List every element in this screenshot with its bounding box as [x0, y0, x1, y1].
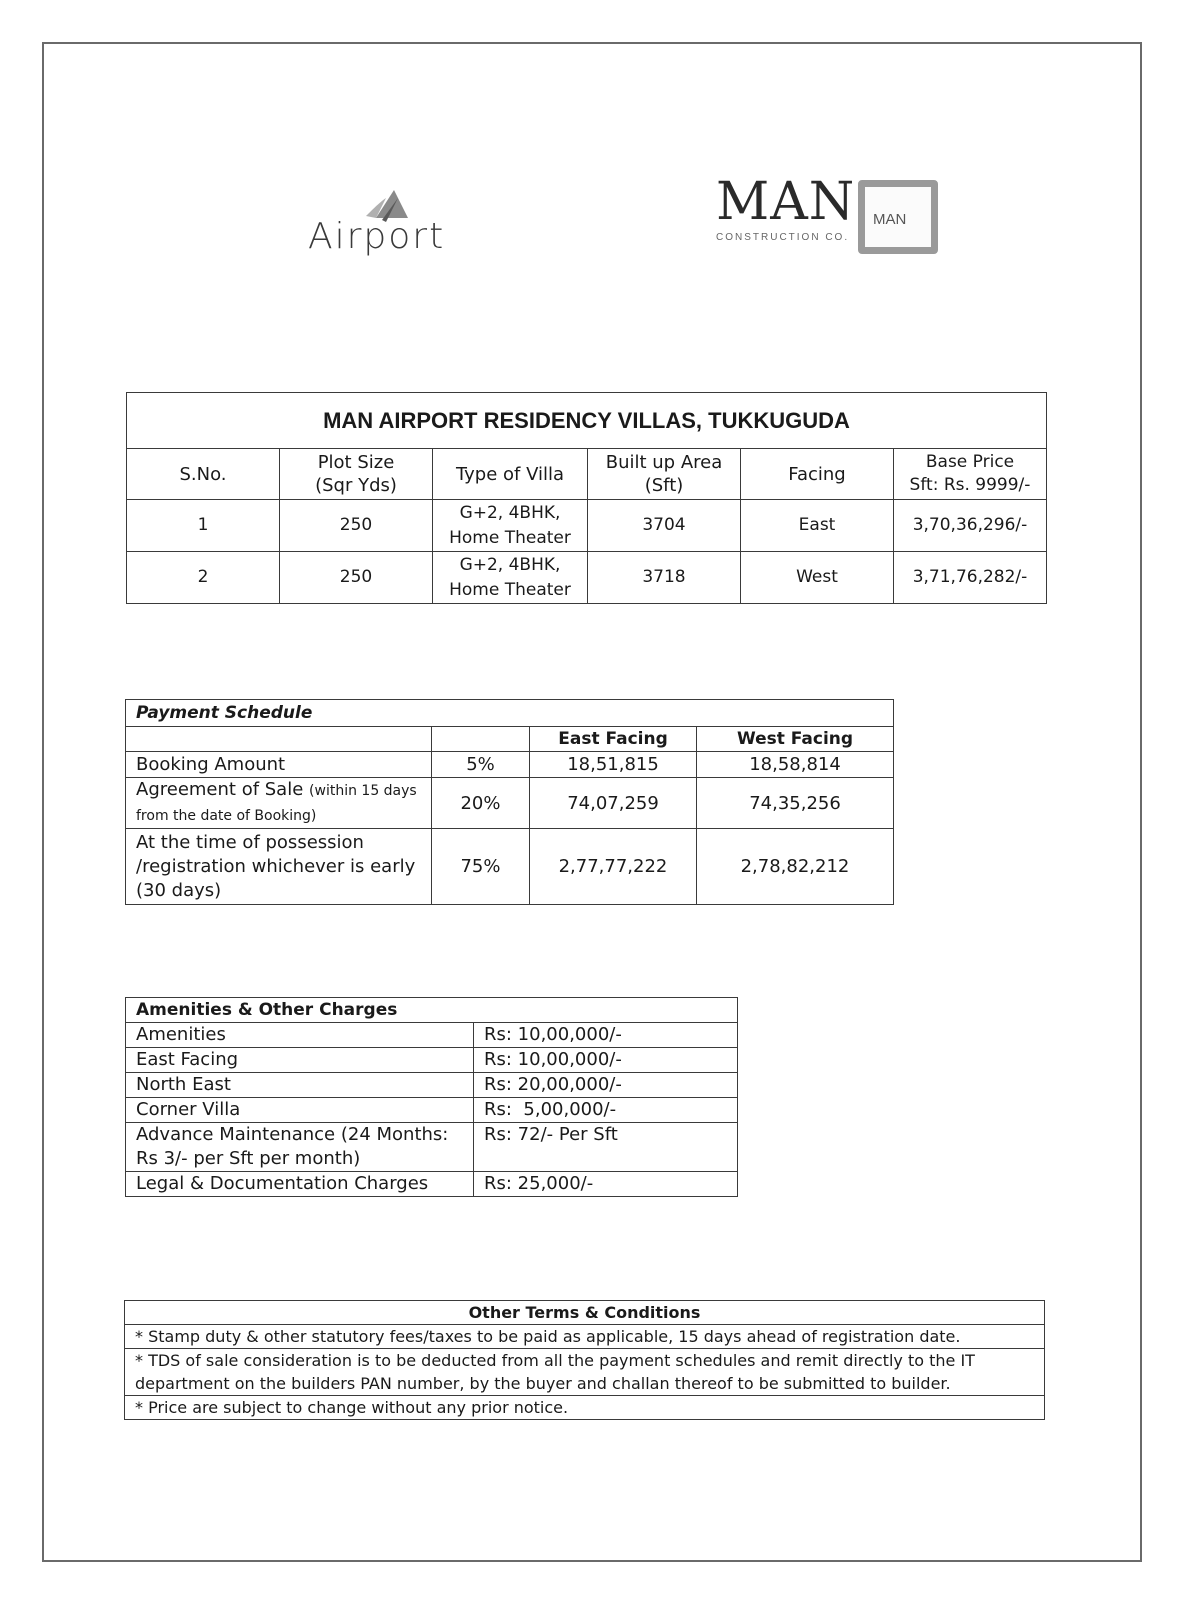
charge-label: Amenities	[126, 1023, 474, 1048]
cell-plot: 250	[280, 552, 433, 604]
man-construction-logo	[716, 172, 966, 270]
table-row	[126, 1123, 738, 1172]
charge-value: Rs: 25,000/-	[474, 1172, 738, 1197]
payment-label: Booking Amount	[126, 752, 432, 778]
header-west-facing: West Facing	[697, 727, 894, 752]
payment-schedule-table	[125, 699, 894, 905]
table-row	[126, 1098, 738, 1123]
table-row	[126, 829, 894, 905]
charge-value: Rs: 72/- Per Sft	[474, 1123, 738, 1172]
list-item	[125, 1325, 1045, 1349]
villas-price-table	[126, 392, 1047, 604]
payment-east: 2,77,77,222	[530, 829, 697, 905]
cell-price: 3,71,76,282/-	[894, 552, 1047, 604]
table-row	[126, 752, 894, 778]
cell-facing: East	[741, 500, 894, 552]
table-row	[126, 1023, 738, 1048]
payment-east: 18,51,815	[530, 752, 697, 778]
payment-west: 18,58,814	[697, 752, 894, 778]
charge-label: Legal & Documentation Charges	[126, 1172, 474, 1197]
payment-west: 2,78,82,212	[697, 829, 894, 905]
header-facing: Facing	[741, 449, 894, 500]
man-logo-subtitle: CONSTRUCTION CO.	[716, 232, 850, 243]
cell-facing: West	[741, 552, 894, 604]
charge-label: Advance Maintenance (24 Months: Rs 3/- per Sft per month)	[126, 1123, 474, 1172]
table-row	[126, 1048, 738, 1073]
terms-title: Other Terms & Conditions	[125, 1301, 1045, 1325]
charge-label: Corner Villa	[126, 1098, 474, 1123]
cell-sno: 1	[127, 500, 280, 552]
charge-value: Rs: 5,00,000/-	[474, 1098, 738, 1123]
cell-plot: 250	[280, 500, 433, 552]
header-sno: S.No.	[127, 449, 280, 500]
term-item: * TDS of sale consideration is to be deducted from all the payment schedules and remit directly to the IT department on the builders PAN number, by the buyer and challan thereof to be submitted to builder.	[125, 1349, 1045, 1396]
term-item: * Stamp duty & other statutory fees/taxes to be paid as applicable, 15 days ahead of registration date.	[125, 1325, 1045, 1349]
table-row	[126, 1172, 738, 1197]
man-logo-badge-text: MAN	[873, 211, 907, 228]
cell-price: 3,70,36,296/-	[894, 500, 1047, 552]
payment-percent: 75%	[432, 829, 530, 905]
payment-east: 74,07,259	[530, 778, 697, 829]
man-logo-badge	[858, 180, 938, 254]
payment-percent: 20%	[432, 778, 530, 829]
payment-label: At the time of possession /registration whichever is early (30 days)	[126, 829, 432, 905]
airport-logo-text: Airport	[308, 216, 446, 257]
cell-type: G+2, 4BHK, Home Theater	[433, 552, 588, 604]
airport-logo	[308, 188, 448, 278]
header-east-facing: East Facing	[530, 727, 697, 752]
payment-percent: 5%	[432, 752, 530, 778]
table-row	[127, 552, 1047, 604]
charge-value: Rs: 10,00,000/-	[474, 1023, 738, 1048]
payment-label: Agreement of Sale (within 15 days from the date of Booking)	[126, 778, 432, 829]
table-row	[127, 500, 1047, 552]
charge-value: Rs: 20,00,000/-	[474, 1073, 738, 1098]
cell-sno: 2	[127, 552, 280, 604]
villas-table-title: MAN AIRPORT RESIDENCY VILLAS, TUKKUGUDA	[127, 393, 1047, 449]
charge-label: East Facing	[126, 1048, 474, 1073]
cell-built: 3704	[588, 500, 741, 552]
list-item	[125, 1396, 1045, 1420]
amenities-title: Amenities & Other Charges	[126, 998, 738, 1023]
list-item	[125, 1349, 1045, 1396]
header-plot-size: Plot Size (Sqr Yds)	[280, 449, 433, 500]
payment-west: 74,35,256	[697, 778, 894, 829]
term-item: * Price are subject to change without any prior notice.	[125, 1396, 1045, 1420]
header-type: Type of Villa	[433, 449, 588, 500]
charge-value: Rs: 10,00,000/-	[474, 1048, 738, 1073]
header-built-area: Built up Area (Sft)	[588, 449, 741, 500]
amenities-charges-table	[125, 997, 738, 1197]
payment-schedule-title: Payment Schedule	[126, 700, 894, 727]
header-base-price: Base Price Sft: Rs. 9999/-	[894, 449, 1047, 500]
table-row	[126, 1073, 738, 1098]
man-logo-text: MAN	[716, 172, 856, 232]
cell-built: 3718	[588, 552, 741, 604]
charge-label: North East	[126, 1073, 474, 1098]
table-row	[126, 778, 894, 829]
terms-conditions-table	[124, 1300, 1045, 1420]
cell-type: G+2, 4BHK, Home Theater	[433, 500, 588, 552]
